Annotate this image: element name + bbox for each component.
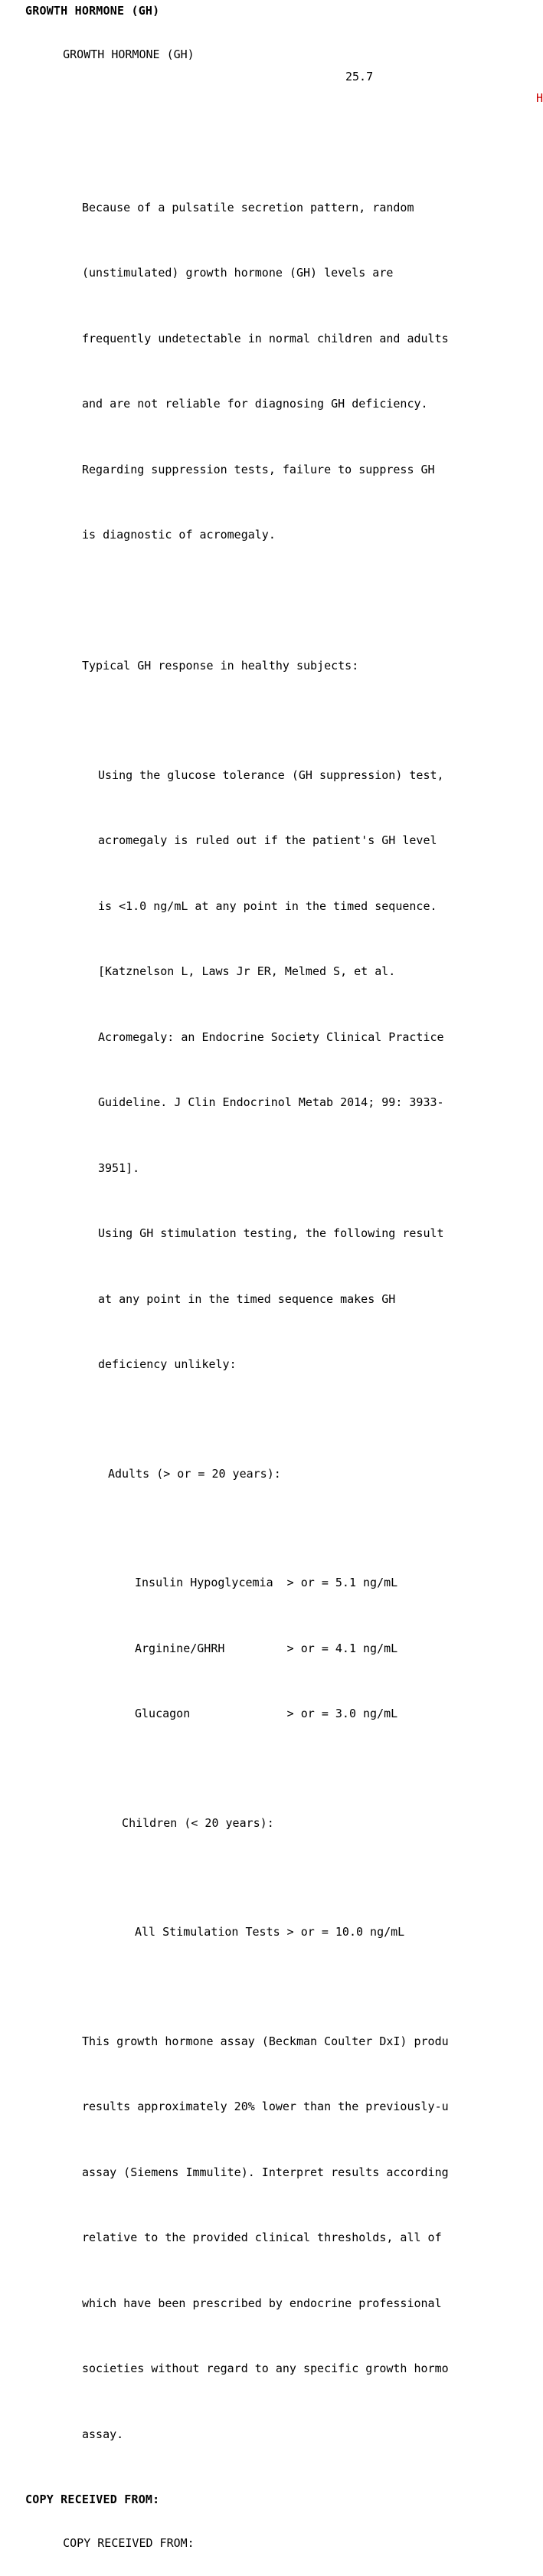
result-label: GROWTH HORMONE (GH) — [63, 44, 195, 66]
threshold-line: All Stimulation Tests > or = 10.0 ng/mL — [135, 1921, 543, 1943]
comment-line: Typical GH response in healthy subjects: — [82, 655, 543, 677]
comment-line: (unstimulated) growth hormone (GH) levels are — [82, 262, 543, 284]
result-label: COPY RECEIVED FROM: — [63, 2532, 195, 2555]
comment-line: Regarding suppression tests, failure to suppress GH — [82, 459, 543, 481]
threshold-list-children — [0, 1877, 543, 1987]
comment-line: acromegaly is ruled out if the patient's GH level — [98, 830, 543, 852]
result-row-growth-hormone — [0, 22, 543, 132]
spacer — [0, 590, 543, 612]
comment-paragraph-adults — [0, 1419, 543, 1529]
section-header-copy-received-from: COPY RECEIVED FROM: — [0, 2489, 543, 2511]
comment-line: Acromegaly: an Endocrine Society Clinical Practice — [98, 1026, 543, 1049]
comment-line: and are not reliable for diagnosing GH deficiency. — [82, 393, 543, 415]
lab-report-page — [0, 0, 543, 784]
comment-line: assay (Siemens Immulite). Interpret results according — [82, 2162, 543, 2184]
comment-line: which have been prescribed by endocrine professional — [82, 2293, 543, 2315]
comment-line: societies without regard to any specific growth hormo — [82, 2358, 543, 2380]
comment-line: is diagnostic of acromegaly. — [82, 524, 543, 546]
threshold-line: Glucagon > or = 3.0 ng/mL — [135, 1703, 543, 1725]
spacer — [0, 131, 543, 153]
comment-paragraph — [0, 721, 543, 1419]
comment-line: Children (< 20 years): — [108, 1812, 543, 1835]
comment-line: frequently undetectable in normal children and adults — [82, 328, 543, 350]
comment-paragraph — [0, 153, 543, 590]
threshold-list-adults — [0, 1528, 543, 1769]
assay-note-paragraph — [0, 1987, 543, 2489]
comment-line: at any point in the timed sequence makes GH — [98, 1288, 543, 1311]
comment-paragraph — [0, 611, 543, 721]
comment-line: assay. — [82, 2424, 543, 2446]
comment-paragraph-children — [0, 1769, 543, 1878]
comment-line: Because of a pulsatile secretion pattern, random — [82, 197, 543, 219]
result-row-copy-received-from — [0, 2511, 543, 2576]
comment-line: Guideline. J Clin Endocrinol Metab 2014; 99: 3933- — [98, 1092, 543, 1114]
result-flag-high: H — [536, 87, 543, 110]
comment-line: Using GH stimulation testing, the following result — [98, 1223, 543, 1245]
threshold-line: Arginine/GHRH > or = 4.1 ng/mL — [135, 1638, 543, 1660]
result-value: 25.7 — [345, 66, 373, 88]
comment-line: [Katznelson L, Laws Jr ER, Melmed S, et al. — [98, 961, 543, 983]
comment-line: This growth hormone assay (Beckman Coulter DxI) produ — [82, 2031, 543, 2053]
comment-line: relative to the provided clinical thresholds, all of — [82, 2227, 543, 2249]
section-header-growth-hormone: GROWTH HORMONE (GH) — [0, 0, 543, 22]
threshold-line: Insulin Hypoglycemia > or = 5.1 ng/mL — [135, 1572, 543, 1594]
comment-line: Using the glucose tolerance (GH suppression) test, — [98, 764, 543, 787]
comment-line: deficiency unlikely: — [98, 1353, 543, 1376]
comment-line: is <1.0 ng/mL at any point in the timed sequence. — [98, 895, 543, 918]
comment-line: Adults (> or = 20 years): — [108, 1463, 543, 1485]
comment-line: results approximately 20% lower than the previously-u — [82, 2096, 543, 2118]
comment-line: 3951]. — [98, 1157, 543, 1180]
